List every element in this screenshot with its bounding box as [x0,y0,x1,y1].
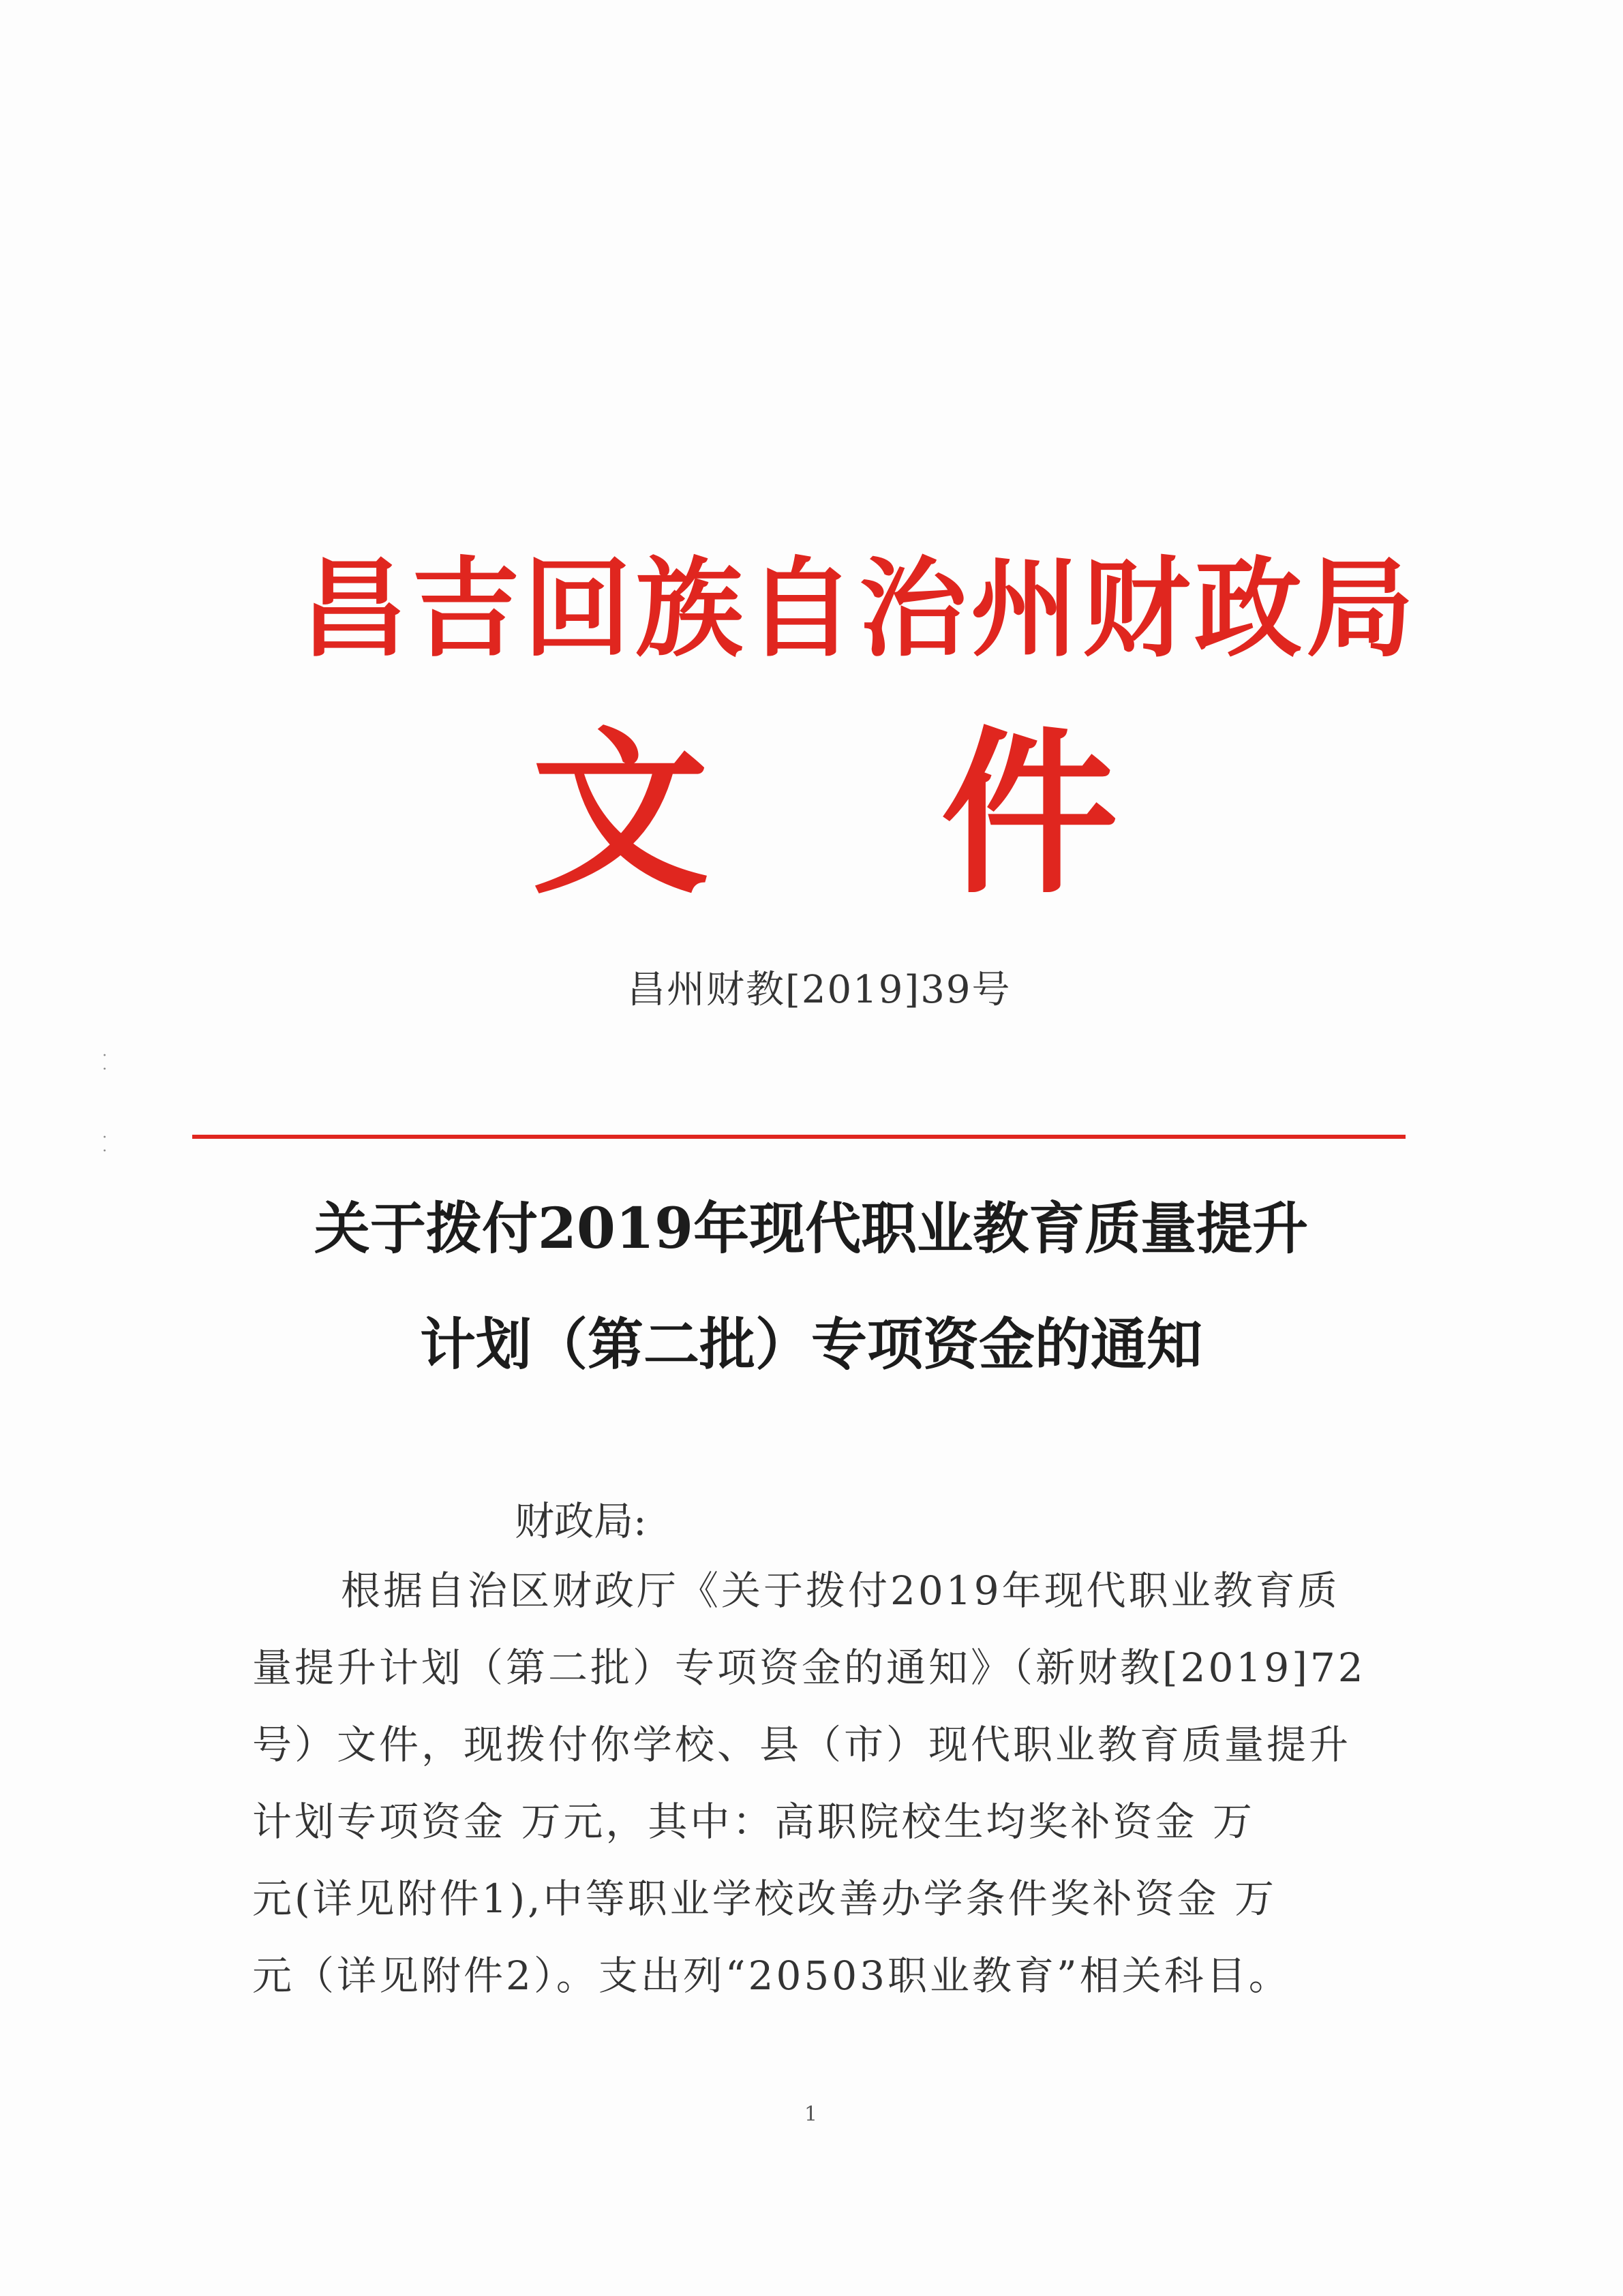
body-line: 根据自治区财政厅《关于拨付2019年现代职业教育质 [341,1567,1340,1614]
binding-hole-mark: · · [102,1129,107,1160]
notice-title-line-2: 计划（第二批）专项资金的通知 [419,1312,1202,1377]
salutation: 财政局: [515,1498,647,1544]
body-line: 号）文件，现拨付你学校、县（市）现代职业教育质量提升 [252,1721,1352,1768]
red-separator-line [192,1135,1406,1139]
body-line: 量提升计划（第二批）专项资金的通知》（新财教[2019]72 [252,1644,1366,1691]
binding-hole-mark: · · [102,1047,107,1078]
body-line: 计划专项资金 万元，其中：高职院校生均奖补资金 万 [252,1798,1255,1845]
document-label-char-2: 件 [941,710,1118,918]
page-number: 1 [804,2102,818,2126]
document-number: 昌州财教[2019]39号 [627,968,1012,1012]
body-line: 元（详见附件2）。支出列“20503职业教育”相关科目。 [252,1953,1291,1999]
notice-title-line-1: 关于拨付2019年现代职业教育质量提升 [314,1196,1309,1261]
document-label [532,710,1118,918]
document-label-char-1: 文 [532,710,709,918]
body-line: 元(详见附件1),中等职业学校改善办学条件奖补资金 万 [252,1876,1277,1922]
issuer-heading: 昌吉回族自治州财政局 [300,546,1418,672]
